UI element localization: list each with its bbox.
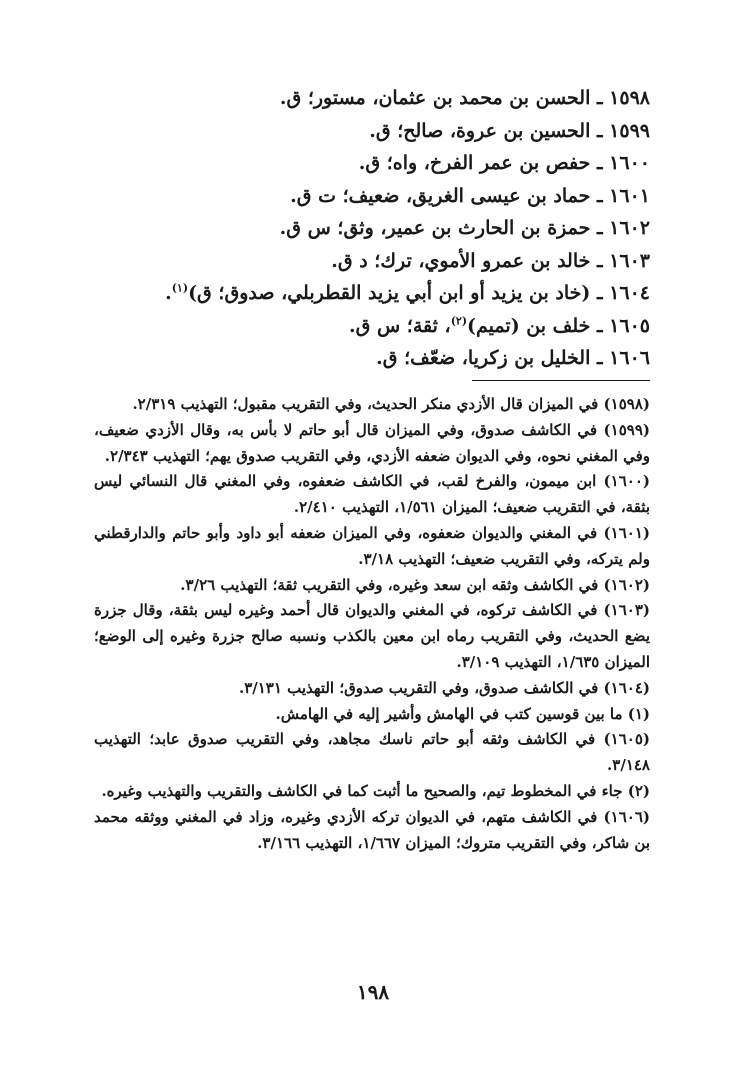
entry-1602: ١٦٠٢ ـ حمزة بن الحارث بن عمير، وثق؛ س ق. [279, 217, 650, 239]
entry-1605-text: ١٦٠٥ ـ خلف بن (تميم) [467, 314, 650, 337]
footnote-2: (٢) جاء في المخطوط تيم، والصحيح ما أثبت كما في الكاشف والتقريب والتهذيب وغيره. [101, 781, 650, 800]
entry-1604-text: ١٦٠٤ ـ (خاد بن يزيد أو ابن أبي يزيد القطربلي، صدوق؛ ق) [188, 282, 650, 304]
footnote-ref-2: (٢) [450, 314, 468, 328]
entry-1601: ١٦٠١ ـ حماد بن عيسى الغريق، ضعيف؛ ت ق. [290, 184, 650, 207]
note-1602: (١٦٠٢) في الكاشف وثقه ابن سعد وغيره، وفي التقريب ثقة؛ التهذيب ٣/٢٦. [180, 575, 650, 594]
note-1606: (١٦٠٦) في الكاشف متهم، في الديوان تركه الأزدي وغيره، وزاد في المغني ووثقه محمد بن شاكر، وفي التقريب متروك؛ الميزان ١/٦٦٧، التهذيب ٣/١٦٦. [94, 807, 650, 852]
note-1601: (١٦٠١) في المغني والديوان ضعفوه، وفي الميزان ضعفه أبو داود وأبو حاتم والدارقطني ولم يتركه، وفي التقريب ضعيف؛ التهذيب ٣/١٨. [94, 523, 650, 568]
note-1600: (١٦٠٠) ابن ميمون، والفرخ لقب، في الكاشف ضعفوه، وفي المغني قال النسائي ليس بثقة، في التقريب ضعيف؛ الميزان ١/٥٦١، التهذيب ٢/٤١٠. [94, 472, 650, 517]
entry-1605-tail: ، ثقة؛ س ق. [349, 314, 451, 337]
footnote-1: (١) ما بين قوسين كتب في الهامش وأشير إليه في الهامش. [275, 704, 650, 723]
note-1598: (١٥٩٨) في الميزان قال الأزدي منكر الحديث، وفي التقريب مقبول؛ التهذيب ٢/٣١٩. [132, 395, 650, 413]
note-1605: (١٦٠٥) في الكاشف وثقه أبو حاتم ناسك مجاهد، وفي التقريب صدوق عابد؛ التهذيب ٣/١٤٨. [94, 730, 650, 775]
note-1604: (١٦٠٤) في الكاشف صدوق، وفي التقريب صدوق؛ التهذيب ٣/١٣١. [238, 678, 650, 697]
entry-1604: ١٦٠٤ ـ (خاد بن يزيد أو ابن أبي يزيد القطربلي، صدوق؛ ق)$^{(١)}$. [165, 281, 650, 304]
note-1599: (١٥٩٩) في الكاشف صدوق، وفي الميزان قال أبو حاتم لا بأس به، وقال الأزدي ضعيف، وفي المغني نحوه، وفي الديوان ضعفه الأزدي، وفي التقريب صدوق يهم؛ التهذيب ٢/٣٤٣. [94, 420, 650, 465]
page-number: ١٩٨ [356, 980, 390, 1004]
entry-1600: ١٦٠٠ ـ حفص بن عمر الفرخ، واه؛ ق. [358, 152, 650, 174]
entry-1599: ١٥٩٩ ـ الحسين بن عروة، صالح؛ ق. [369, 119, 650, 142]
entry-1603: ١٦٠٣ ـ خالد بن عمرو الأموي، ترك؛ د ق. [331, 249, 650, 272]
footnote-ref-1: (١) [171, 281, 189, 295]
entry-1605 [90, 310, 650, 343]
entries-list [90, 82, 650, 375]
note-1603: (١٦٠٣) في الكاشف تركوه، في المغني والديوان قال أحمد وغيره ليس بثقة، وقال جزرة يضع الحديث، وفي التقريب رماه ابن معين بالكذب ونسبه صالح جزرة وغيره إلى الوضع؛ الميزان ١/٦٣٥، التهذيب ٣/١٠٩. [94, 601, 650, 671]
entry-1598: ١٥٩٨ ـ الحسن بن محمد بن عثمان، مستور؛ ق. [279, 87, 650, 109]
footnotes [94, 392, 650, 856]
entry-1606: ١٦٠٦ ـ الخليل بن زكريا، ضعّف؛ ق. [376, 347, 650, 369]
footnote-separator [472, 380, 650, 381]
